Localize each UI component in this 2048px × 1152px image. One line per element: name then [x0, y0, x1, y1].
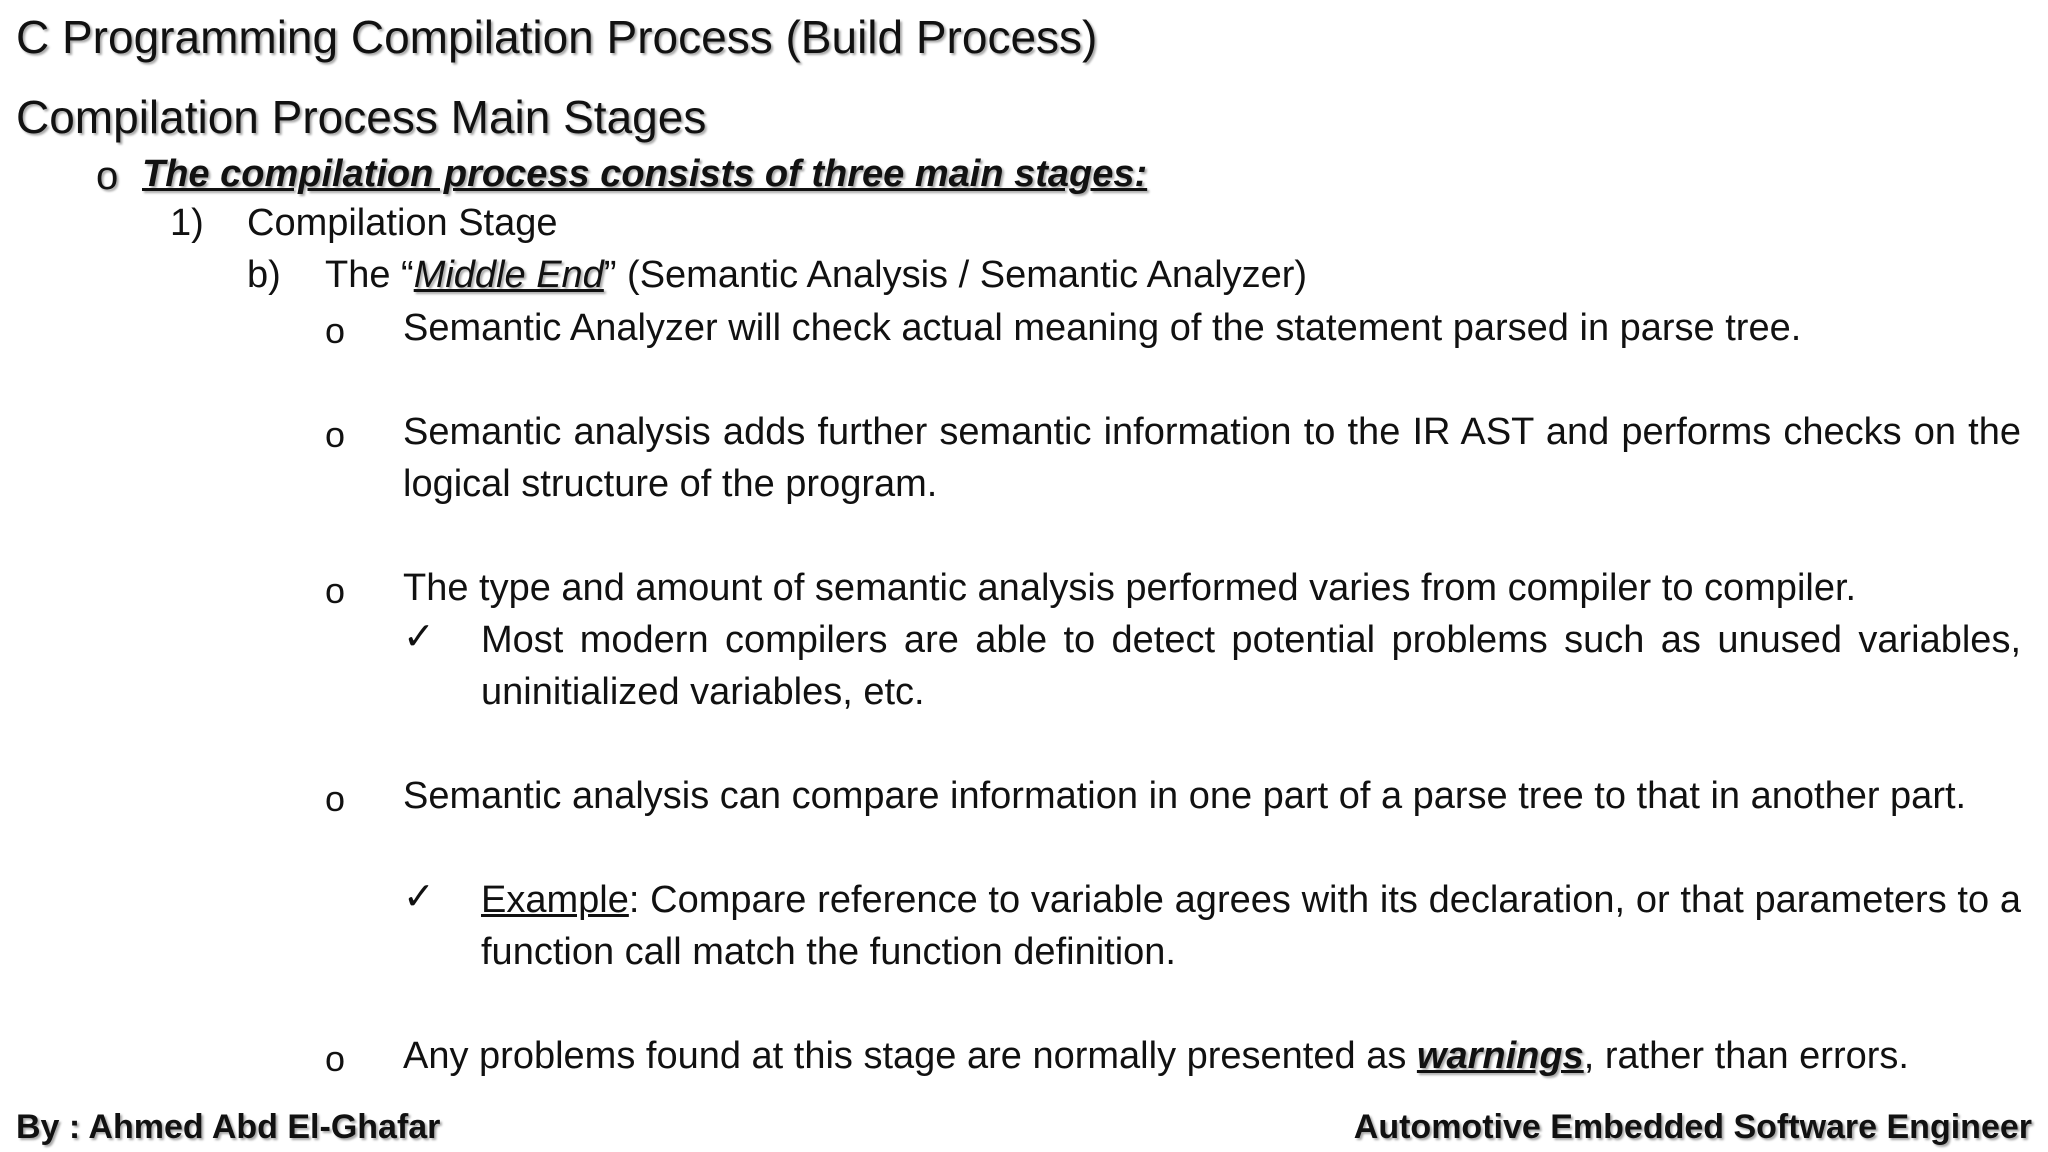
- point-3-detail: Most modern compilers are able to detect potential problems such as unused variables, uninitialized variables, etc.: [481, 619, 2021, 713]
- sub-stage-suffix: ” (Semantic Analysis / Semantic Analyzer): [603, 254, 1308, 296]
- point-2: Semantic analysis adds further semantic information to the IR AST and performs checks on the logical structure of the program.: [403, 411, 2021, 505]
- stage-label: Compilation Stage: [247, 202, 558, 244]
- bullet-marker: o: [325, 310, 346, 351]
- example-text: : Compare reference to variable agrees with its declaration, or that parameters to a function call match the function definition.: [481, 879, 2021, 973]
- point-5-prefix: Any problems found at this stage are normally presented as: [403, 1035, 1417, 1077]
- bullet-marker: o: [325, 1038, 346, 1079]
- bullet-marker: o: [325, 570, 346, 611]
- footer-role: Automotive Embedded Software Engineer: [1353, 1108, 2032, 1146]
- point-4: Semantic analysis can compare information in one part of a parse tree to that in another part.: [403, 775, 1967, 817]
- bullet-marker: o: [325, 414, 346, 455]
- example-label: Example: [481, 879, 629, 921]
- checkmark-icon: ✓: [403, 876, 435, 918]
- section-title: Compilation Process Main Stages: [16, 91, 707, 143]
- sub-stage-letter: b): [247, 254, 281, 296]
- point-5-suffix: , rather than errors.: [1583, 1035, 1909, 1077]
- point-1: Semantic Analyzer will check actual meaning of the statement parsed in parse tree.: [403, 307, 1802, 349]
- warnings-emphasis: warnings: [1416, 1035, 1584, 1077]
- slide-title: C Programming Compilation Process (Build Process): [16, 11, 1098, 63]
- point-5: [403, 1030, 2021, 1082]
- bullet-marker: o: [325, 778, 346, 819]
- sub-stage-label: [325, 254, 1307, 297]
- stage-number: 1): [170, 202, 204, 244]
- sub-stage-prefix: The “: [325, 254, 414, 296]
- middle-end-emphasis: Middle End: [413, 254, 604, 296]
- checkmark-icon: ✓: [403, 616, 435, 658]
- intro-bullet: o: [96, 154, 119, 198]
- footer-author: By : Ahmed Abd El-Ghafar: [16, 1108, 441, 1146]
- point-3: The type and amount of semantic analysis performed varies from compiler to compiler.: [403, 567, 1857, 609]
- intro-heading: The compilation process consists of three main stages:: [142, 153, 1148, 195]
- point-4-detail: [481, 874, 2021, 978]
